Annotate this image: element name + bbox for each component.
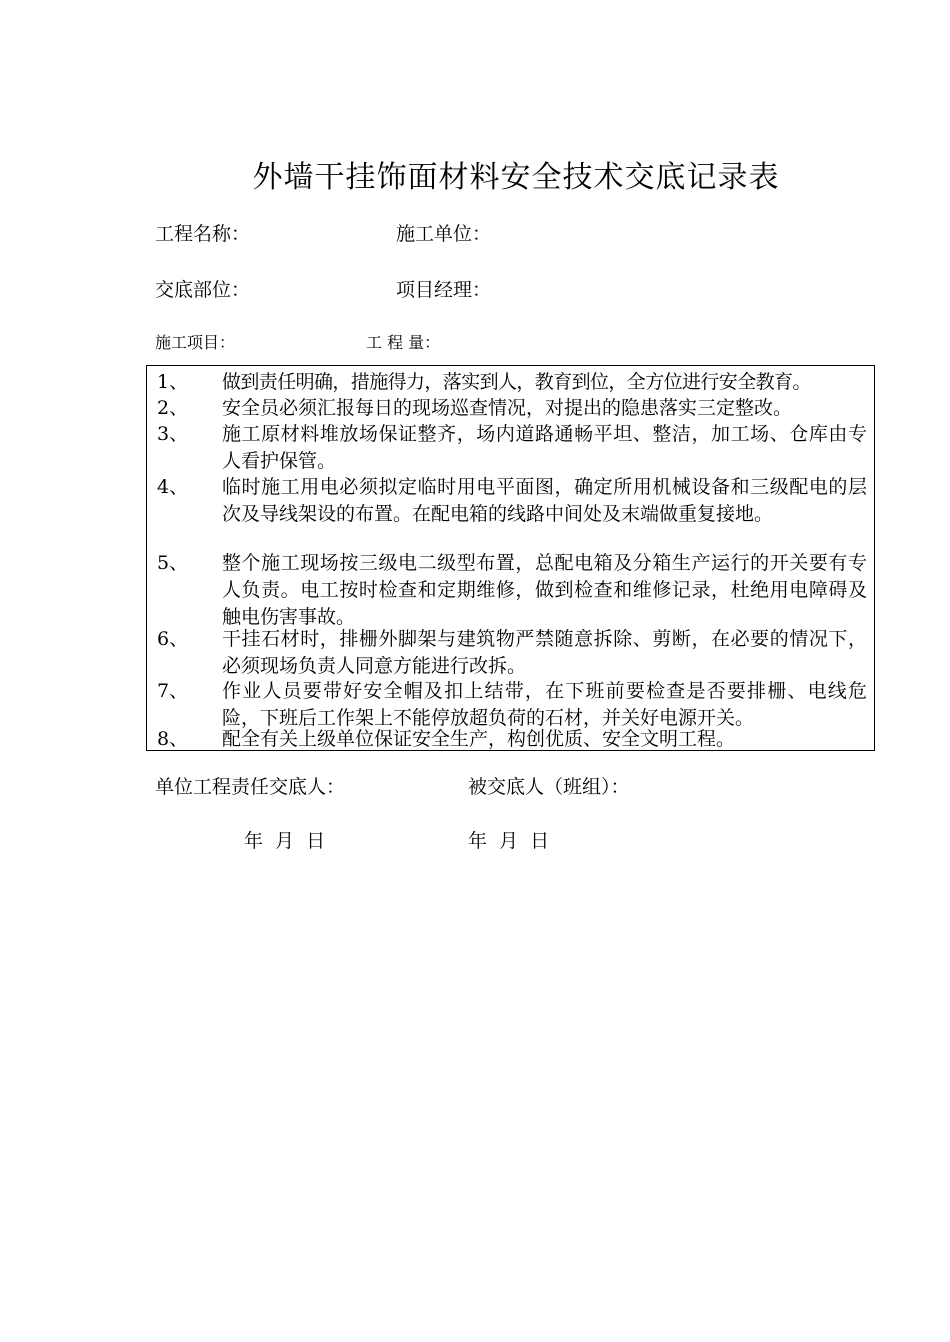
recipient-date-label: 年 月 日: [468, 830, 550, 852]
quantity-label: 工 程 量：: [366, 333, 441, 352]
item-text: 作业人员要带好安全帽及扣上结带，在下班前要检查是否要排栅、电线危险，下班后工作架上不能停放超负荷的石材，并关好电源开关。: [222, 680, 867, 729]
item-number: 6、: [157, 628, 189, 650]
project-manager-label: 项目经理：: [396, 279, 492, 301]
item-number: 2、: [157, 397, 189, 419]
item-text: 整个施工现场按三级电二级型布置，总配电箱及分箱生产运行的开关要有专人负责。电工按时检查和定期维修，做到检查和维修记录，杜绝用电障碍及触电伤害事故。: [222, 552, 867, 628]
item-number: 4、: [157, 476, 189, 498]
discloser-label: 单位工程责任交底人：: [155, 776, 346, 798]
recipient-label: 被交底人（班组）：: [468, 776, 630, 798]
disclosure-location-label: 交底部位：: [155, 279, 251, 301]
disclosure-content-box: [146, 365, 875, 751]
item-text: 施工原材料堆放场保证整齐，场内道路通畅平坦、整洁，加工场、仓库由专人看护保管。: [222, 423, 867, 472]
project-name-label: 工程名称：: [155, 223, 251, 245]
item-number: 8、: [157, 728, 189, 750]
discloser-date-label: 年 月 日: [244, 830, 326, 852]
item-number: 5、: [157, 552, 189, 574]
page-title: 外墙干挂饰面材料安全技术交底记录表: [252, 160, 780, 195]
item-text: 配全有关上级单位保证安全生产，构创优质、安全文明工程。: [222, 728, 736, 750]
item-text: 做到责任明确，措施得力，落实到人，教育到位，全方位进行安全教育。: [222, 371, 811, 393]
item-number: 1、: [157, 371, 189, 393]
construction-unit-label: 施工单位：: [396, 223, 492, 245]
item-text: 安全员必须汇报每日的现场巡查情况，对提出的隐患落实三定整改。: [222, 397, 793, 419]
item-number: 3、: [157, 423, 189, 445]
item-number: 7、: [157, 680, 189, 702]
construction-item-label: 施工项目：: [155, 333, 236, 352]
item-text: 干挂石材时，排栅外脚架与建筑物严禁随意拆除、剪断，在必要的情况下，必须现场负责人同意方能进行改拆。: [222, 628, 867, 677]
item-text: 临时施工用电必须拟定临时用电平面图，确定所用机械设备和三级配电的层次及导线架设的布置。在配电箱的线路中间处及末端做重复接地。: [222, 476, 867, 525]
